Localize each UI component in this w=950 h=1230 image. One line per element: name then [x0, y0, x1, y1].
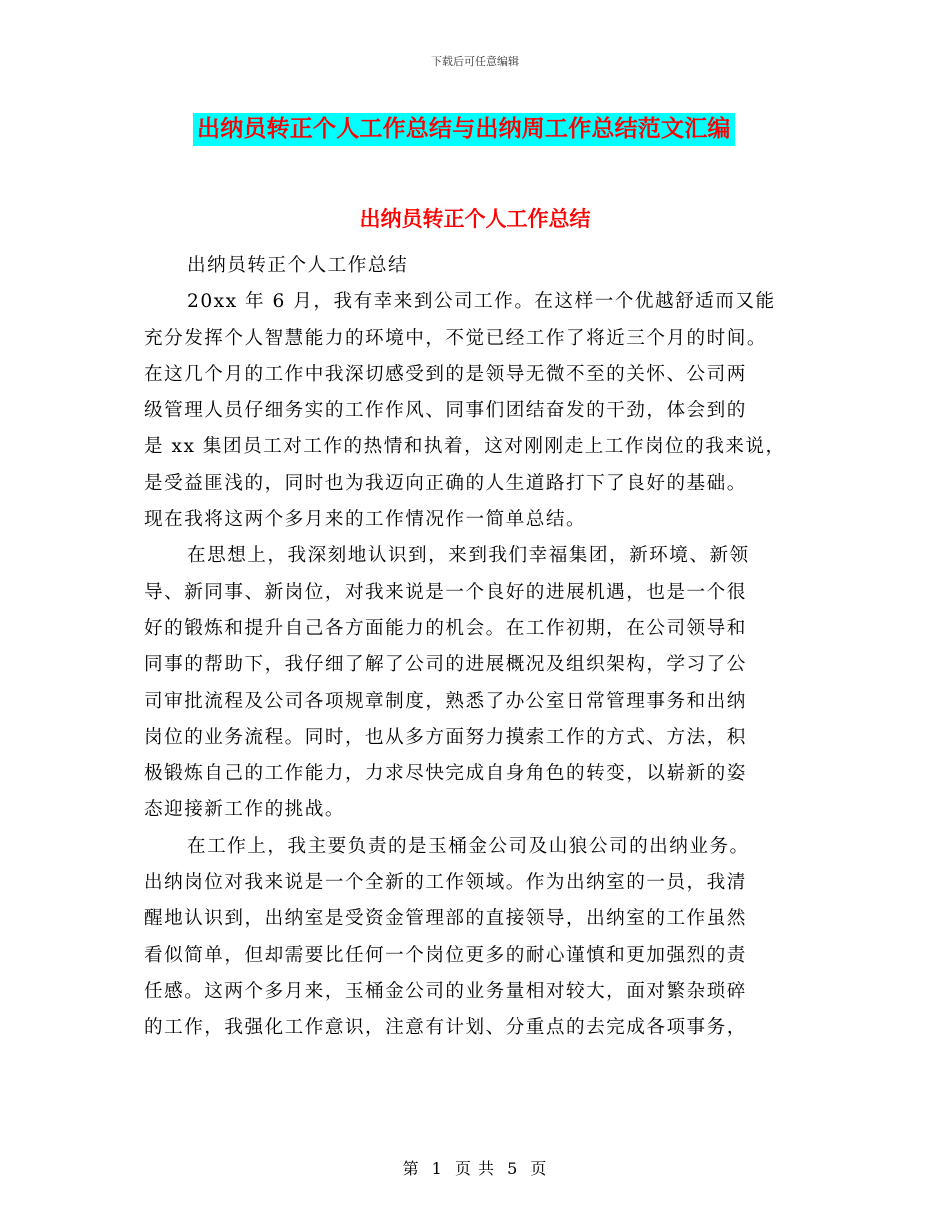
body-line: 是 xx 集团员工对工作的热情和执着，这对刚刚走上工作岗位的我来说，	[144, 436, 786, 458]
body-line: 司审批流程及公司各项规章制度，熟悉了办公室日常管理事务和出纳	[144, 690, 747, 712]
body-line: 出纳员转正个人工作总结	[187, 255, 409, 276]
body-line: 出纳岗位对我来说是一个全新的工作领域。作为出纳室的一员，我清	[144, 872, 747, 894]
body-line: 导、新同事、新岗位，对我来说是一个良好的进展机遇，也是一个很	[144, 581, 747, 603]
body-line: 级管理人员仔细务实的工作作风、同事们团结奋发的干劲，体会到的	[144, 400, 747, 422]
body-line: 在工作上，我主要负责的是玉桶金公司及山狼公司的出纳业务。	[187, 835, 750, 857]
footer-prefix: 第	[402, 1159, 420, 1178]
body-line: 岗位的业务流程。同时，也从多方面努力摸索工作的方式、方法，积	[144, 726, 747, 748]
body-line: 的工作，我强化工作意识，注意有计划、分重点的去完成各项事务，	[144, 1017, 747, 1039]
body-line: 醒地认识到，出纳室是受资金管理部的直接领导，出纳室的工作虽然	[144, 908, 747, 930]
document-body	[144, 248, 814, 1047]
body-line: 任感。这两个多月来，玉桶金公司的业务量相对较大，面对繁杂琐碎	[144, 980, 747, 1002]
page-footer	[0, 1156, 950, 1179]
page-header-note: 下载后可任意编辑	[431, 55, 519, 68]
body-line: 20xx 年 6 月，我有幸来到公司工作。在这样一个优越舒适而又能	[187, 291, 776, 313]
body-line: 极锻炼自己的工作能力，力求尽快完成自身角色的转变，以崭新的姿	[144, 763, 747, 785]
body-line: 充分发挥个人智慧能力的环境中，不觉已经工作了将近三个月的时间。	[144, 327, 767, 349]
body-line: 好的锻炼和提升自己各方面能力的机会。在工作初期，在公司领导和	[144, 617, 747, 639]
body-line: 看似简单，但却需要比任何一个岗位更多的耐心谨慎和更加强烈的责	[144, 944, 747, 966]
section-title: 出纳员转正个人工作总结	[359, 207, 591, 231]
footer-suffix: 页	[530, 1159, 548, 1178]
body-line: 在思想上，我深刻地认识到，来到我们幸福集团，新环境、新领	[187, 545, 750, 567]
body-line: 现在我将这两个多月来的工作情况作一简单总结。	[144, 509, 587, 531]
document-main-title: 出纳员转正个人工作总结与出纳周工作总结范文汇编	[193, 113, 735, 146]
footer-page-number: 1	[431, 1159, 443, 1178]
footer-middle: 页 共	[454, 1159, 496, 1178]
body-line: 态迎接新工作的挑战。	[144, 799, 345, 821]
body-line: 在这几个月的工作中我深切感受到的是领导无微不至的关怀、公司两	[144, 363, 747, 385]
body-line: 同事的帮助下，我仔细了解了公司的进展概况及组织架构，学习了公	[144, 654, 747, 676]
footer-total-pages: 5	[507, 1159, 519, 1178]
body-line: 是受益匪浅的，同时也为我迈向正确的人生道路打下了良好的基础。	[144, 472, 747, 494]
